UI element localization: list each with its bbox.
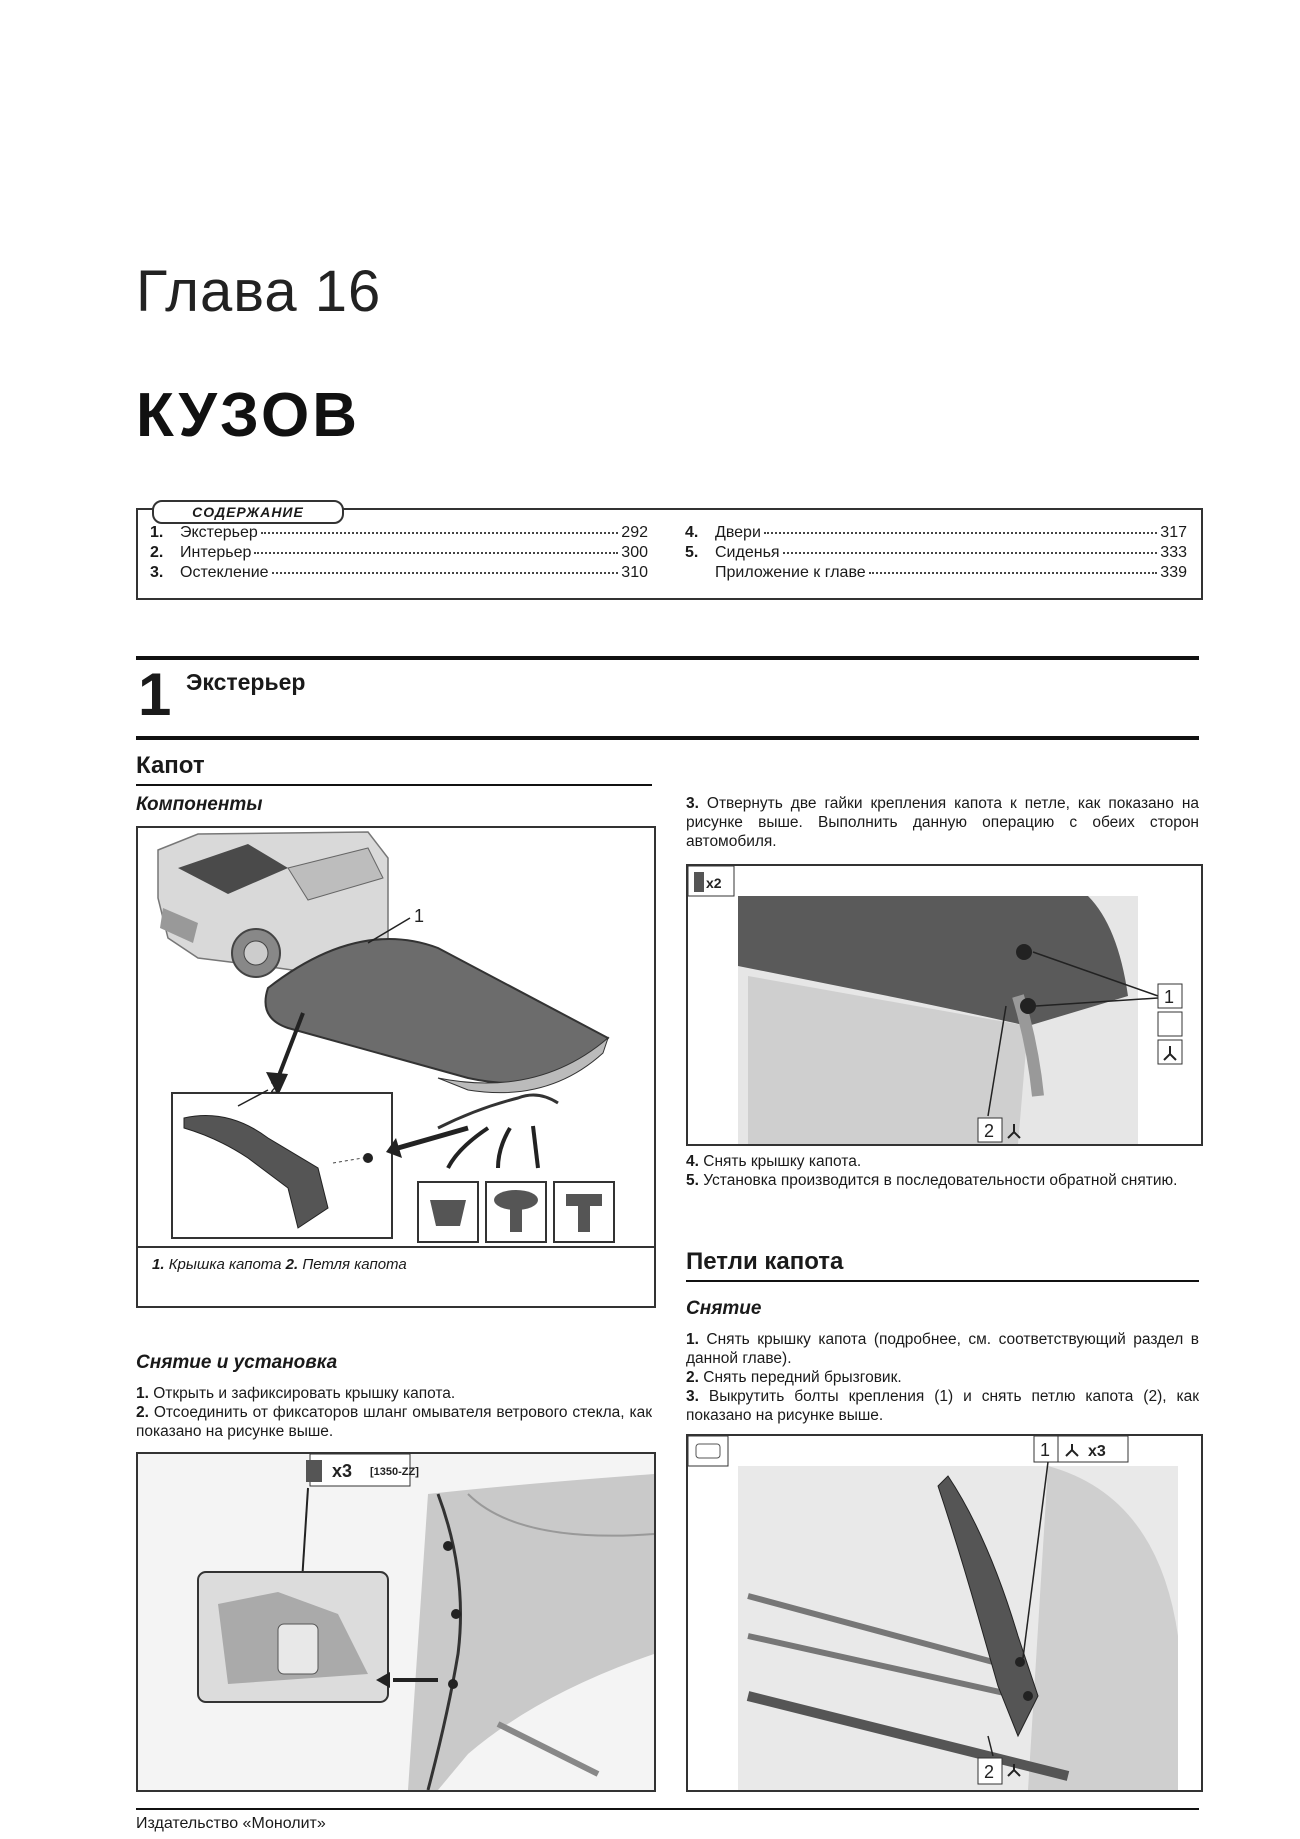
removal-heading: Снятие и установка — [136, 1352, 338, 1373]
toc-item-page: 333 — [1160, 544, 1187, 561]
hinges-removal-heading: Снятие — [686, 1298, 762, 1319]
callout-2: 2 — [984, 1121, 995, 1141]
figure-hood-components — [136, 826, 656, 1308]
callout-1: 1 — [1040, 1440, 1051, 1460]
page-title: КУЗОВ — [136, 381, 360, 450]
toc-item-page: 339 — [1160, 564, 1187, 581]
callout-2: 2 — [270, 1077, 281, 1097]
section-top-rule — [136, 656, 1199, 660]
step-text: Открыть и зафиксировать крышку капота. — [153, 1385, 456, 1402]
hood-components-illustration — [138, 828, 654, 1248]
step-text: Снять передний брызговик. — [703, 1369, 902, 1386]
figure-hinge-bolts — [686, 1434, 1203, 1792]
step-text: Выкрутить болты крепления (1) и снять петлю капота (2), как показано на рисунке выше. — [686, 1388, 1200, 1424]
toc-item[interactable] — [685, 544, 1187, 564]
hinges-heading: Петли капота — [686, 1248, 844, 1275]
step-text: Отвернуть две гайки крепления капота к петле, как показано на рисунке выше. Выполнить данную операцию с обеих сторон автомобиля. — [686, 795, 1199, 850]
callout-2: 2 — [984, 1762, 995, 1782]
toc-item-number: 3. — [150, 564, 164, 581]
toc-item-page: 310 — [621, 564, 648, 581]
toc-item-number: 2. — [150, 544, 164, 561]
toc-item-text: Интерьер — [180, 544, 252, 561]
steps-removal-b: 3. Отвернуть две гайки крепления капота к петле, как показано на рисунке выше. Выполнить данную операцию с обеих сторон автомобиля. — [686, 795, 1199, 850]
toc-item-text: Сиденья — [715, 544, 780, 561]
part-code: [1350-ZZ] — [370, 1466, 419, 1478]
toc-item-number: 5. — [685, 544, 699, 561]
washer-hose-illustration — [138, 1454, 654, 1790]
toc-item[interactable] — [150, 524, 648, 544]
toc-item-number: 1. — [150, 524, 164, 541]
callout-1: 1 — [414, 906, 425, 926]
figure-caption — [152, 1256, 407, 1273]
toc-item-page: 317 — [1160, 524, 1187, 541]
quantity-label: x3 — [332, 1461, 353, 1481]
quantity-label: x3 — [1088, 1443, 1106, 1460]
caption-text: Петля капота — [302, 1256, 407, 1273]
quantity-label: x2 — [706, 875, 722, 891]
toc-item-text: Экстерьер — [180, 524, 258, 541]
toc-item-page: 300 — [621, 544, 648, 561]
section-bottom-rule — [136, 736, 1199, 740]
hood-heading: Капот — [136, 752, 205, 779]
steps-hinges: 1. Снять крышку капота (подробнее, см. соответствующий раздел в данной главе). 2. Снять передний брызговик. 3. Выкрутить болты крепления (1) и снять петлю капота (2), как показано на рисунке выше. — [686, 1331, 1200, 1424]
toc-label: СОДЕРЖАНИЕ — [152, 500, 344, 524]
toc-item[interactable] — [685, 564, 1187, 584]
step-text: Снять крышку капота. — [703, 1153, 862, 1170]
publisher-footer: Издательство «Монолит» — [136, 1815, 326, 1832]
components-heading: Компоненты — [136, 794, 263, 815]
callout-1: 1 — [1164, 987, 1175, 1007]
section-title: Экстерьер — [186, 669, 306, 695]
steps-removal-c: 4. Снять крышку капота. 5. Установка производится в последовательности обратной снятию. — [686, 1153, 1178, 1189]
step-text: Отсоединить от фиксаторов шланг омывателя ветрового стекла, как показано на рисунке выше. — [136, 1404, 652, 1440]
figure-hood-nuts — [686, 864, 1203, 1146]
toc-item[interactable] — [150, 544, 648, 564]
toc-item[interactable] — [685, 524, 1187, 544]
section-number: 1 — [138, 661, 172, 728]
steps-removal-a: 1. Открыть и зафиксировать крышку капота. 2. Отсоединить от фиксаторов шланг омывателя ветрового стекла, как показано на рисунке выше. — [136, 1385, 652, 1440]
hood-heading-rule — [136, 784, 652, 786]
footer-rule — [136, 1808, 1199, 1810]
hinges-heading-rule — [686, 1280, 1199, 1282]
caption-number: 1. — [152, 1256, 165, 1273]
toc-item-text: Двери — [715, 524, 761, 541]
step-text: Установка производится в последовательности обратной снятию. — [703, 1172, 1178, 1189]
toc-item-number: 4. — [685, 524, 699, 541]
toc-item[interactable] — [150, 564, 648, 584]
hood-nuts-illustration — [688, 866, 1201, 1144]
step-text: Снять крышку капота (подробнее, см. соответствующий раздел в данной главе). — [686, 1331, 1199, 1367]
toc-item-page: 292 — [621, 524, 648, 541]
chapter-label: Глава 16 — [136, 259, 382, 324]
figure-washer-hose — [136, 1452, 656, 1792]
caption-text: Крышка капота — [168, 1256, 282, 1273]
hinge-bolts-illustration — [688, 1436, 1201, 1790]
toc-item-text: Остекление — [180, 564, 269, 581]
caption-number: 2. — [285, 1256, 299, 1273]
toc-item-text: Приложение к главе — [715, 564, 866, 581]
